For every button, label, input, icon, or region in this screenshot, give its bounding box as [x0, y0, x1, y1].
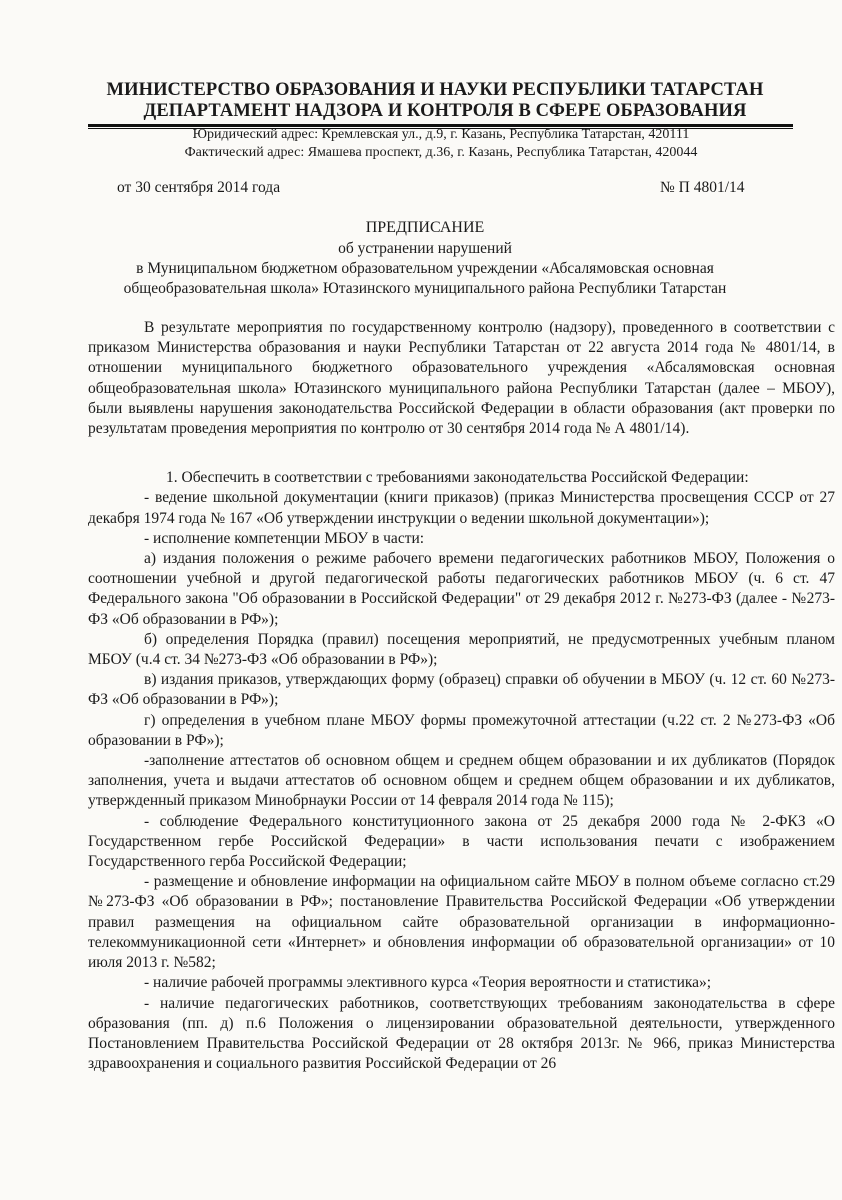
title-institution: в Муниципальном бюджетном образовательном учреждении «Абсалямовская основная общеобразовательная школа» Ютазинского муниципального района Республики Татарстан [123, 260, 727, 297]
body-paragraph: -заполнение аттестатов об основном общем и среднем общем образовании и их дубликатов (Порядок заполнения, учета и выдачи аттестатов об основном общем и среднем общем образовании и их дубликатов, утвержденный приказом Минобрнауки России от 14 февраля 2014 года № 115); [88, 752, 835, 810]
document-body [88, 318, 835, 1074]
body-paragraph: - размещение и обновление информации на официальном сайте МБОУ в полном объеме согласно ст.29 №273-ФЗ «Об образовании в РФ»; постановление Правительства Российской Федерации «Об утверждении правил размещения на официальном сайте образовательной организации в информационно-телекоммуникационной сети «Интернет» и обновления информации об образовательной организации» от 10 июля 2013 г. №582; [88, 873, 835, 972]
body-paragraph: - соблюдение Федерального конституционного закона от 25 декабря 2000 года № 2-ФКЗ «О Государственном гербе Российской Федерации» в части использования печати с изображением Государственного герба Российской Федерации; [88, 812, 835, 871]
document-title [80, 218, 770, 299]
body-paragraph: - наличие рабочей программы элективного курса «Теория вероятности и статистика»; [144, 974, 712, 992]
legal-address: Юридический адрес: Кремлевская ул., д.9, г. Казань, Республика Татарстан, 420111 [192, 127, 690, 142]
item-1: 1. Обеспечить в соответствии с требованиями законодательства Российской Федерации: [166, 469, 749, 487]
body-paragraph: - наличие педагогических работников, соответствующих требованиям законодательства в сфере образования (пп. д) п.6 Положения о лицензировании образовательной деятельности, утвержденного Постановлением Правительства Российской Федерации от 28 октября 2013г. № 966, приказ Министерства здравоохранения и социального развития Российской Федерации от 26 [88, 994, 835, 1073]
intro-paragraph: В результате мероприятия по государственному контролю (надзору), проведенного в соответствии с приказом Министерства образования и науки Республики Татарстан от 22 августа 2014 года № 4801/14, в отношении муниципального бюджетного образовательного учреждения «Абсалямовская основная общеобразовательная школа» Ютазинского муниципального района Республики Татарстан (далее – МБОУ), были выявлены нарушения законодательства Российской Федерации в области образования (акт проверки по результатам проведения мероприятия по контролю от 30 сентября 2014 года № А 4801/14). [88, 319, 835, 438]
body-paragraph: г) определения в учебном плане МБОУ формы промежуточной аттестации (ч.22 ст. 2 №273-ФЗ «Об образовании в РФ»); [88, 711, 835, 749]
ministry-name: МИНИСТЕРСТВО ОБРАЗОВАНИЯ И НАУКИ РЕСПУБЛИКИ ТАТАРСТАН [106, 80, 764, 100]
body-paragraph: - ведение школьной документации (книги приказов) (приказ Министерства просвещения СССР от 27 декабря 1974 года № 167 «Об утверждении инструкции о ведении школьной документации»); [88, 489, 835, 527]
actual-address: Фактический адрес: Ямашева проспект, д.36, г. Казань, Республика Татарстан, 420044 [184, 145, 698, 160]
document-date: от 30 сентября 2014 года [117, 179, 281, 196]
body-paragraph: а) издания положения о режиме рабочего времени педагогических работников МБОУ, Положения о соотношении учебной и другой педагогической работы педагогических работников МБОУ (ч. 6 ст. 47 Федерального закона "Об образовании в Российской Федерации" от 29 декабря 2012 г. №273-ФЗ (далее - №273-ФЗ «Об образовании в РФ»); [88, 550, 835, 628]
department-name: ДЕПАРТАМЕНТ НАДЗОРА И КОНТРОЛЯ В СФЕРЕ ОБРАЗОВАНИЯ [143, 101, 747, 121]
letterhead [0, 80, 842, 122]
title-subject: об устранении нарушений [338, 240, 512, 257]
body-paragraph: - исполнение компетенции МБОУ в части: [144, 529, 425, 547]
title-main: ПРЕДПИСАНИЕ [365, 219, 485, 236]
body-paragraph: б) определения Порядка (правил) посещения мероприятий, не предусмотренных учебным планом МБОУ (ч.4 ст. 34 №273-ФЗ «Об образовании в РФ»); [88, 630, 835, 669]
body-paragraph: в) издания приказов, утверждающих форму (образец) справки об обучении в МБОУ (ч. 12 ст. 60 №273-ФЗ «Об образовании в РФ»); [88, 671, 835, 709]
document-number: № П 4801/14 [660, 179, 745, 196]
